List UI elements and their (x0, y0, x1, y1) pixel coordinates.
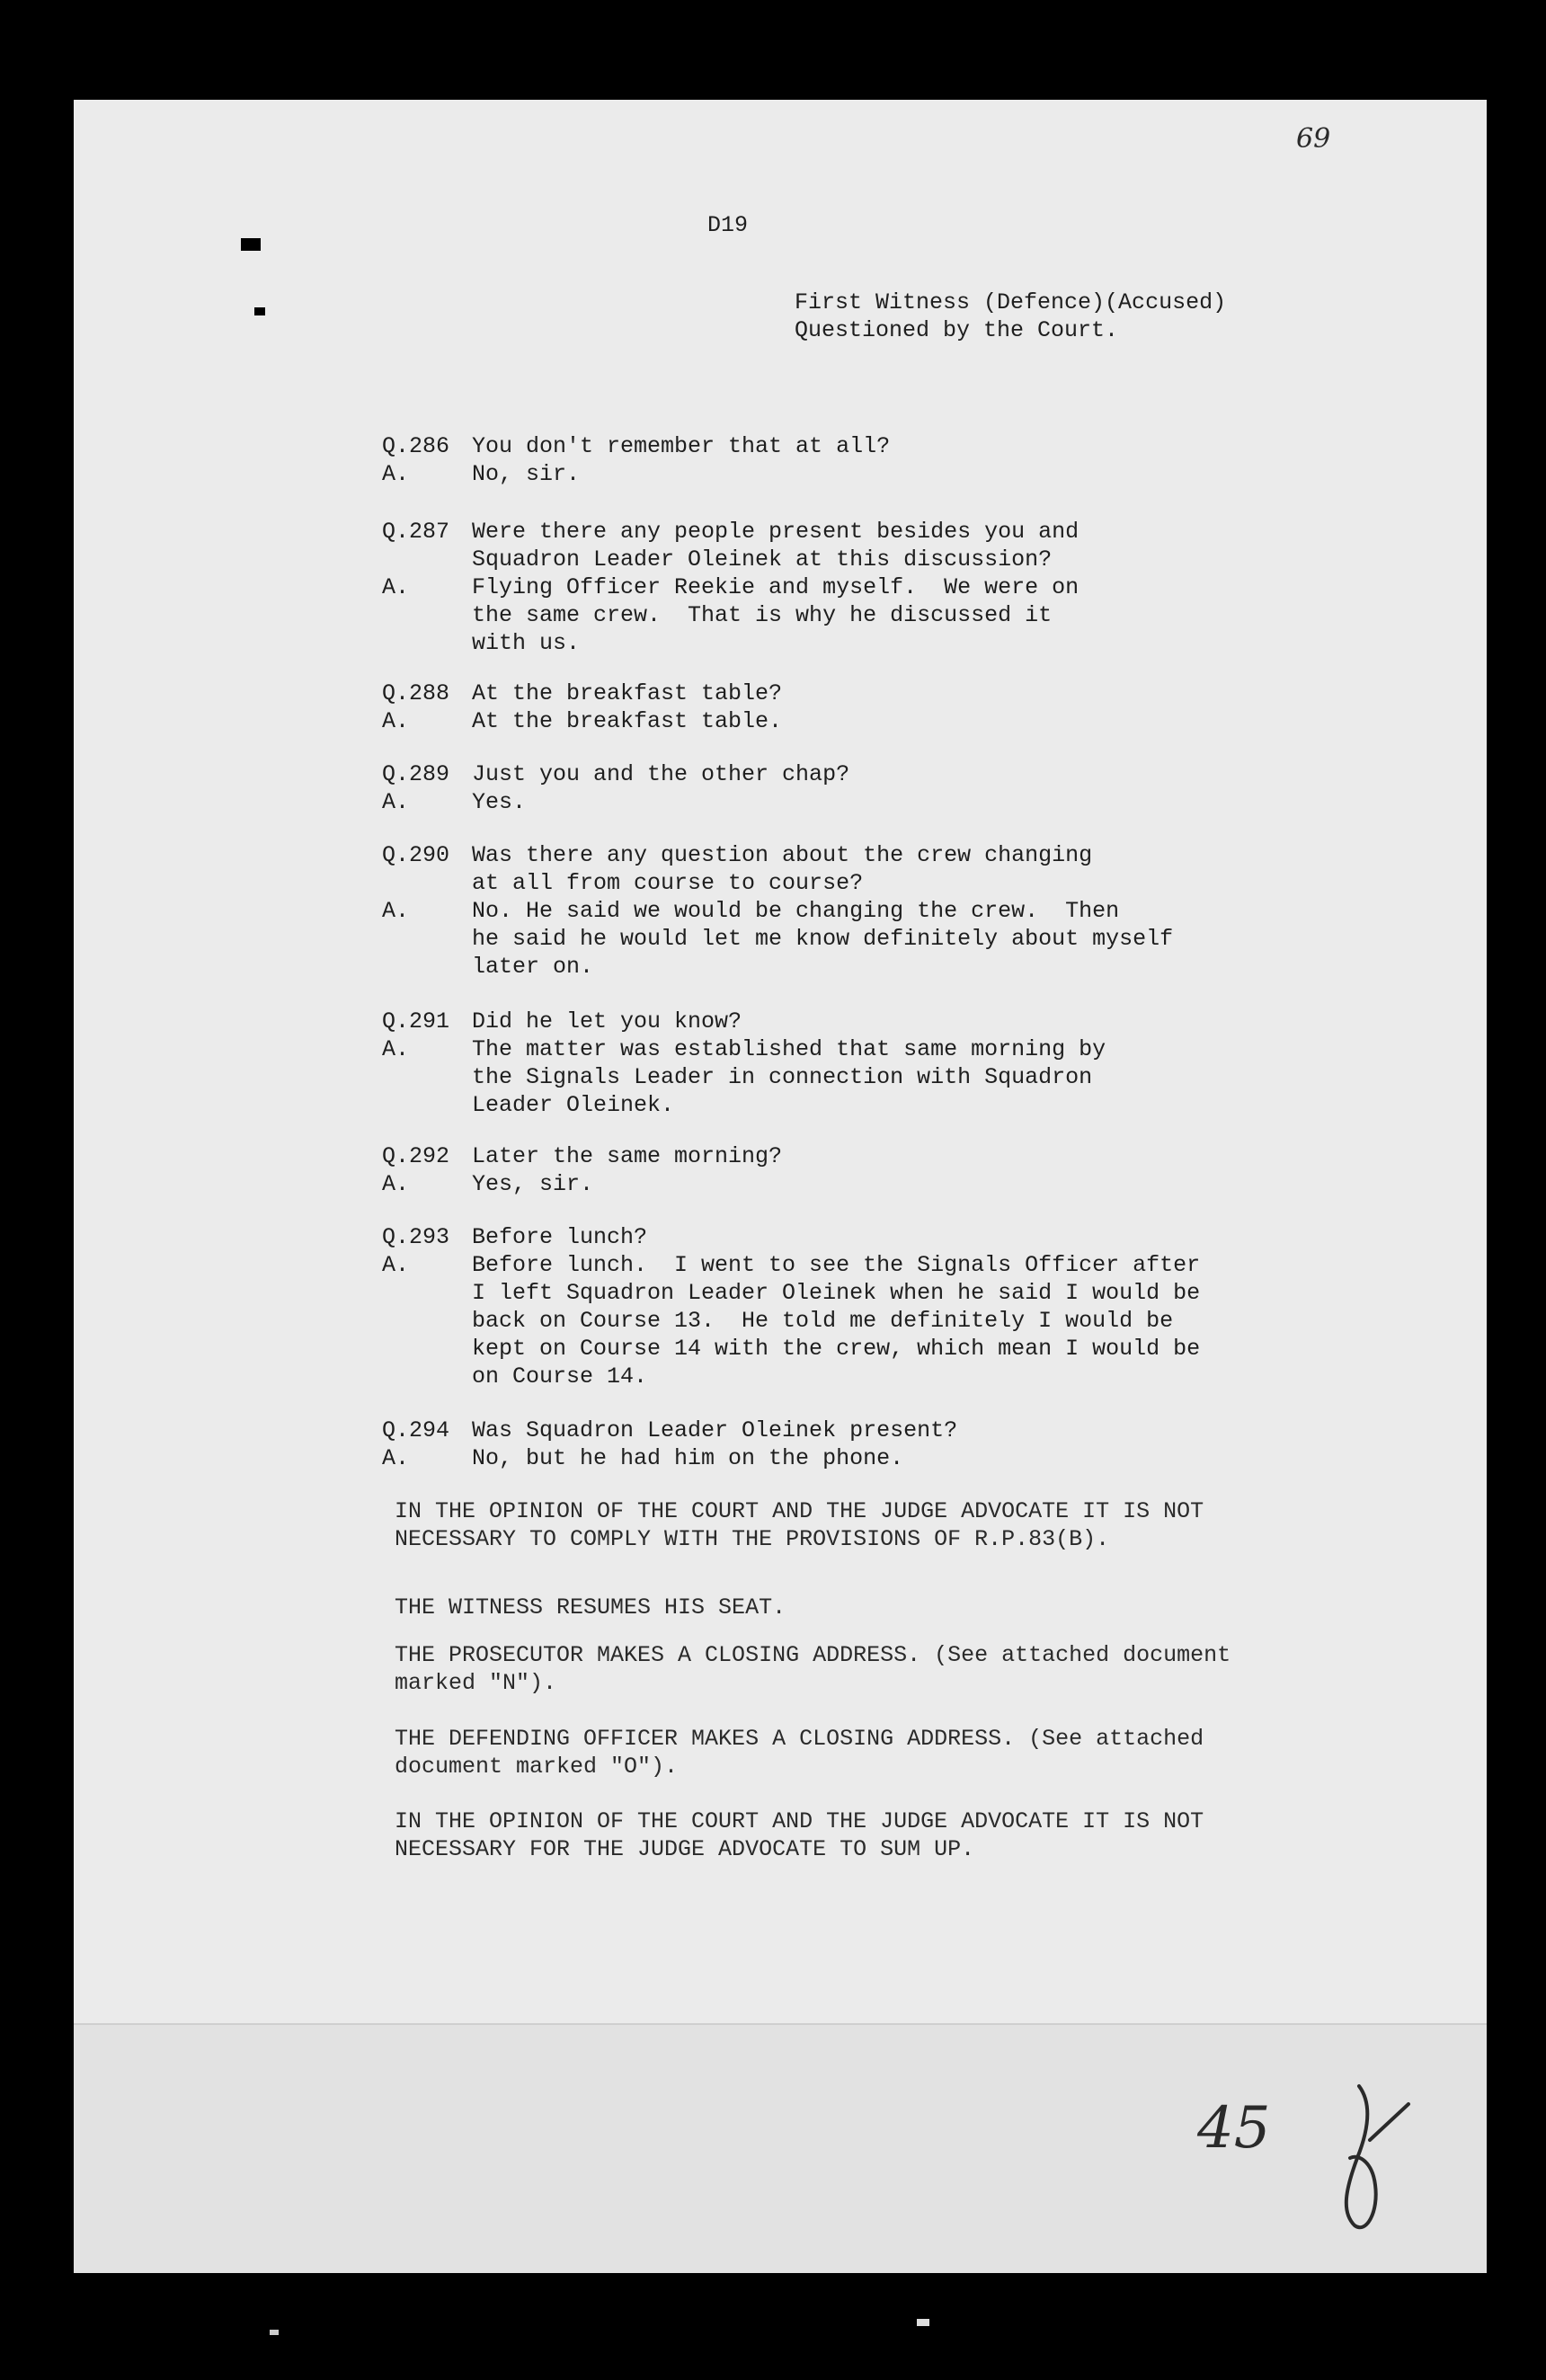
qa-line: The matter was established that same morning by (472, 1036, 1106, 1062)
qa-line: Before lunch? (472, 1224, 648, 1250)
paragraph-line: NECESSARY FOR THE JUDGE ADVOCATE TO SUM UP. (395, 1836, 975, 1862)
question-number: Q.289 (382, 761, 450, 787)
answer-marker: A. (382, 789, 410, 815)
qa-line: at all from course to course? (472, 870, 864, 896)
paragraph-line: IN THE OPINION OF THE COURT AND THE JUDGE ADVOCATE IT IS NOT (395, 1498, 1204, 1524)
qa-line: with us. (472, 630, 581, 656)
qa-line: Squadron Leader Oleinek at this discussion? (472, 546, 1053, 573)
qa-line: he said he would let me know definitely about myself (472, 926, 1174, 952)
qa-line: later on. (472, 954, 594, 980)
qa-line: Flying Officer Reekie and myself. We were on (472, 574, 1080, 600)
punch-mark (241, 238, 261, 251)
paragraph-line: THE PROSECUTOR MAKES A CLOSING ADDRESS. (See attached document (395, 1642, 1231, 1668)
answer-marker: A. (382, 1445, 410, 1471)
question-number: Q.288 (382, 680, 450, 706)
qa-line: Yes. (472, 789, 527, 815)
heading-line-1: First Witness (Defence)(Accused) (795, 289, 1227, 315)
qa-line: on Course 14. (472, 1363, 648, 1390)
qa-line: Leader Oleinek. (472, 1092, 675, 1118)
qa-line: Later the same morning? (472, 1143, 783, 1169)
paragraph-line: THE DEFENDING OFFICER MAKES A CLOSING ADDRESS. (See attached (395, 1726, 1204, 1752)
question-number: Q.290 (382, 842, 450, 868)
question-number: Q.292 (382, 1143, 450, 1169)
qa-line: Did he let you know? (472, 1008, 742, 1035)
page-number: 69 (1296, 123, 1331, 155)
answer-marker: A. (382, 461, 410, 487)
qa-line: Just you and the other chap? (472, 761, 850, 787)
answer-marker: A. (382, 708, 410, 734)
answer-marker: A. (382, 574, 410, 600)
question-number: Q.293 (382, 1224, 450, 1250)
paragraph-line: marked "N"). (395, 1670, 557, 1696)
question-number: Q.286 (382, 433, 450, 459)
heading-line-2: Questioned by the Court. (795, 317, 1119, 343)
qa-line: I left Squadron Leader Oleinek when he said I would be (472, 1280, 1201, 1306)
paragraph-line: THE WITNESS RESUMES HIS SEAT. (395, 1594, 786, 1621)
qa-line: Yes, sir. (472, 1171, 594, 1197)
qa-line: At the breakfast table. (472, 708, 783, 734)
qa-line: the Signals Leader in connection with Squadron (472, 1064, 1093, 1090)
qa-line: No, sir. (472, 461, 581, 487)
qa-line: Was there any question about the crew changing (472, 842, 1093, 868)
handwritten-number: 45 (1197, 2095, 1271, 2162)
qa-line: At the breakfast table? (472, 680, 783, 706)
qa-line: Was Squadron Leader Oleinek present? (472, 1417, 958, 1443)
answer-marker: A. (382, 898, 410, 924)
punch-mark-small (254, 307, 265, 315)
signature-mark (1323, 2077, 1422, 2239)
edge-mark (917, 2319, 929, 2326)
answer-marker: A. (382, 1252, 410, 1278)
answer-marker: A. (382, 1171, 410, 1197)
qa-line: back on Course 13. He told me definitely I would be (472, 1308, 1174, 1334)
paragraph-line: document marked "O"). (395, 1754, 679, 1780)
answer-marker: A. (382, 1036, 410, 1062)
document-code: D19 (707, 212, 749, 238)
qa-line: Before lunch. I went to see the Signals Officer after (472, 1252, 1201, 1278)
paragraph-line: IN THE OPINION OF THE COURT AND THE JUDGE ADVOCATE IT IS NOT (395, 1808, 1204, 1834)
qa-line: kept on Course 14 with the crew, which mean I would be (472, 1336, 1201, 1362)
qa-line: No, but he had him on the phone. (472, 1445, 904, 1471)
question-number: Q.291 (382, 1008, 450, 1035)
edge-mark-left (270, 2330, 279, 2335)
qa-line: the same crew. That is why he discussed it (472, 602, 1053, 628)
question-number: Q.294 (382, 1417, 450, 1443)
paragraph-line: NECESSARY TO COMPLY WITH THE PROVISIONS OF R.P.83(B). (395, 1526, 1110, 1552)
qa-line: Were there any people present besides you and (472, 519, 1080, 545)
document-page (74, 100, 1487, 2273)
lower-strip (74, 2023, 1487, 2273)
qa-line: You don't remember that at all? (472, 433, 891, 459)
qa-line: No. He said we would be changing the crew. Then (472, 898, 1120, 924)
question-number: Q.287 (382, 519, 450, 545)
